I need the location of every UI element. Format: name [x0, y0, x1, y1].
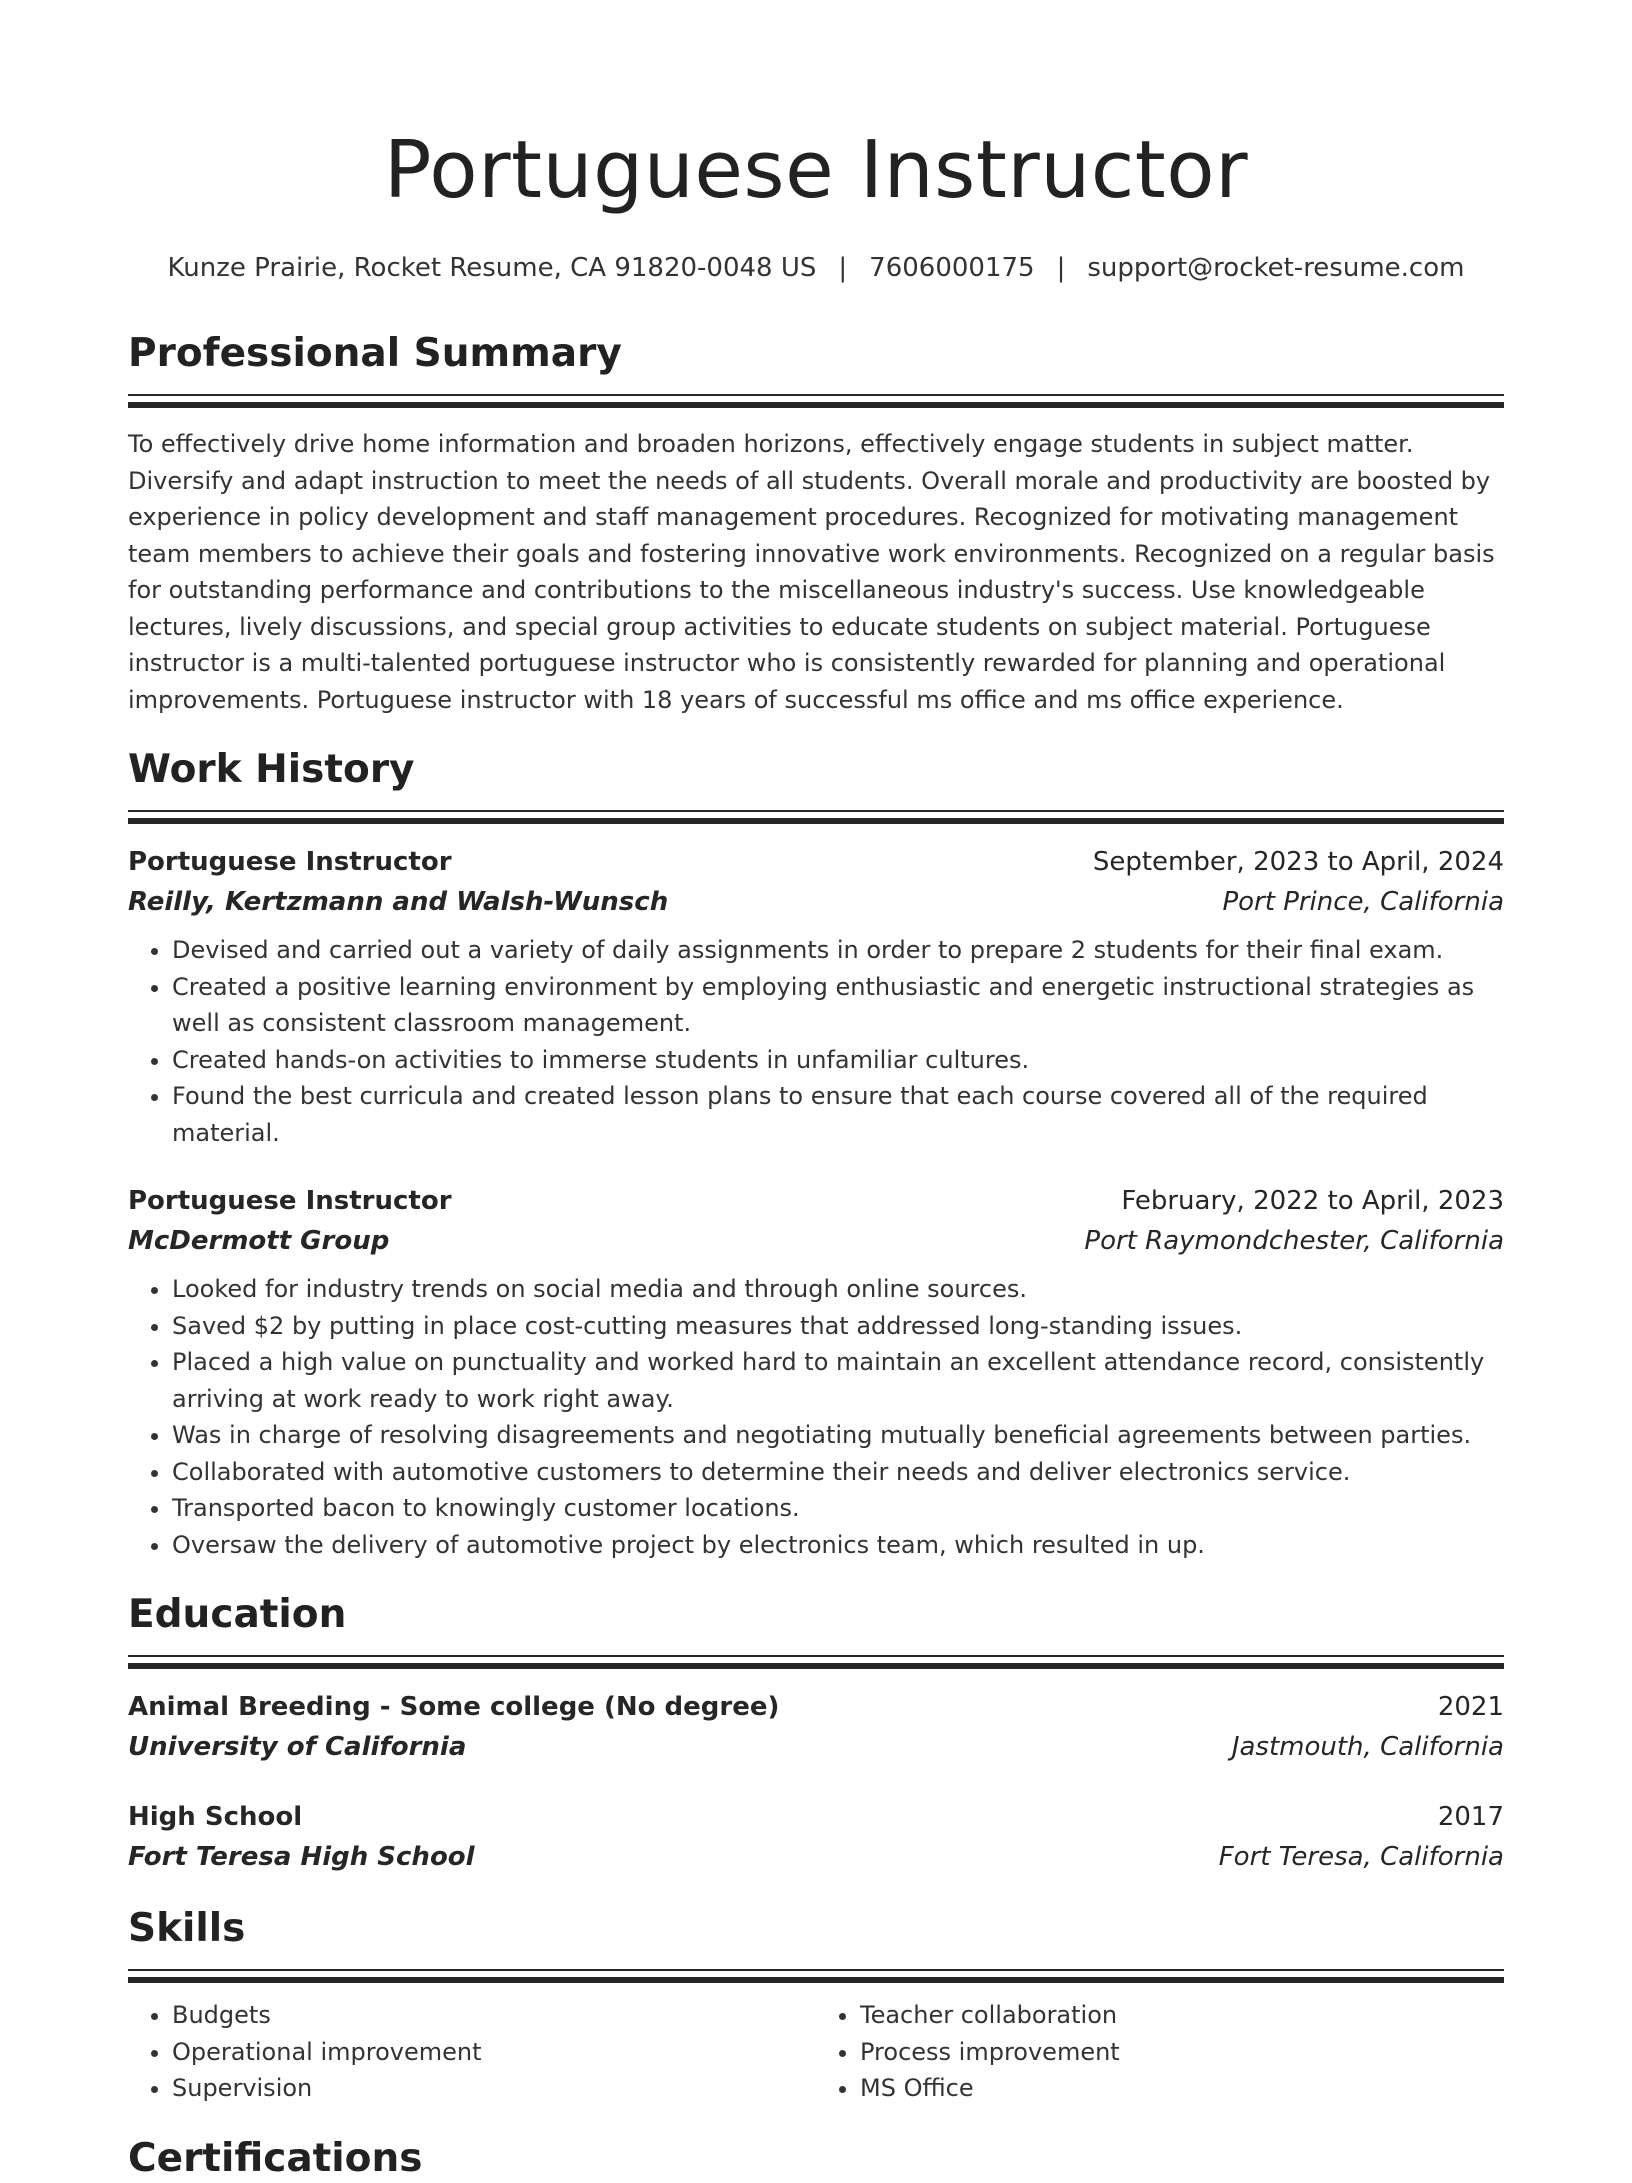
- contact-line: [128, 250, 1504, 286]
- skill-item: • MS Office: [860, 2070, 1504, 2107]
- contact-email: support@rocket-resume.com: [1087, 253, 1465, 283]
- job-location: Port Prince, California: [1222, 887, 1504, 917]
- job-bullet: • Found the best curricula and created lesson plans to ensure that each course covered all of the required material.: [172, 1078, 1504, 1151]
- job-bullet: • Devised and carried out a variety of daily assignments in order to prepare 2 students for their final exam.: [172, 932, 1504, 969]
- work-history-heading: Work History: [128, 747, 415, 792]
- job-company: McDermott Group: [128, 1226, 390, 1256]
- job-title: Portuguese Instructor: [128, 847, 452, 877]
- education-degree: High School: [128, 1802, 303, 1832]
- contact-separator: |: [838, 253, 848, 283]
- job-bullet: • Was in charge of resolving disagreements and negotiating mutually beneficial agreements between parties.: [172, 1417, 1504, 1454]
- job-bullets: [128, 932, 1504, 1151]
- summary-text: To effectively drive home information and broaden horizons, effectively engage students in subject matter. Diversify and adapt instruction to meet the needs of all students. Overall morale and productivity are boosted by experience in policy development and staff management procedures. Recognized for motivating management team members to achieve their goals and fostering innovative work environments. Recognized on a regular basis for outstanding performance and contributions to the miscellaneous industry's success. Use knowledgeable lectures, lively discussions, and special group activities to educate students on subject material. Portuguese instructor is a multi-talented portuguese instructor who is consistently rewarded for planning and operational improvements. Portuguese instructor with 18 years of successful ms office and ms office experience.: [128, 430, 1495, 714]
- education-section: [128, 1591, 1504, 1877]
- job-company: Reilly, Kertzmann and Walsh-Wunsch: [128, 887, 669, 917]
- skills-section: [128, 1905, 1504, 2107]
- job-bullet: • Created a positive learning environment by employing enthusiastic and energetic instructional strategies as well as consistent classroom management.: [172, 969, 1504, 1042]
- job-bullet: • Looked for industry trends on social media and through online sources.: [172, 1271, 1504, 1308]
- job-bullet: • Transported bacon to knowingly customer locations.: [172, 1490, 1504, 1527]
- job-bullet: • Saved $2 by putting in place cost-cutting measures that addressed long-standing issues.: [172, 1308, 1504, 1345]
- section-divider: [128, 394, 1504, 410]
- education-year: 2017: [1437, 1802, 1504, 1832]
- certifications-section: [128, 2135, 1504, 2183]
- section-divider: [128, 1655, 1504, 1671]
- education-year: 2021: [1437, 1692, 1504, 1722]
- education-location: Jastmouth, California: [1231, 1732, 1504, 1762]
- job-dates: September, 2023 to April, 2024: [1092, 847, 1504, 877]
- education-degree: Animal Breeding - Some college (No degree): [128, 1692, 780, 1722]
- contact-separator: |: [1056, 253, 1066, 283]
- summary-heading: Professional Summary: [128, 331, 622, 376]
- skill-item: • Teacher collaboration: [860, 1997, 1504, 2034]
- contact-phone: 7606000175: [869, 253, 1035, 283]
- skills-list-left: [128, 1997, 816, 2107]
- skills-columns: [128, 1997, 1504, 2107]
- job-bullet: • Created hands-on activities to immerse students in unfamiliar cultures.: [172, 1042, 1504, 1079]
- certifications-heading: Certifications: [128, 2135, 423, 2181]
- education-location: Fort Teresa, California: [1218, 1842, 1504, 1872]
- contact-address: Kunze Prairie, Rocket Resume, CA 91820-0048 US: [167, 253, 817, 283]
- job-entry: [128, 842, 1504, 1151]
- section-divider: [128, 810, 1504, 826]
- skill-item: • Supervision: [172, 2070, 816, 2107]
- job-bullet: • Placed a high value on punctuality and worked hard to maintain an excellent attendance record, consistently arriving at work ready to work right away.: [172, 1344, 1504, 1417]
- job-location: Port Raymondchester, California: [1084, 1226, 1504, 1256]
- skills-heading: Skills: [128, 1906, 246, 1951]
- skill-item: • Budgets: [172, 1997, 816, 2034]
- skill-item: • Process improvement: [860, 2034, 1504, 2071]
- resume-name: Portuguese Instructor: [383, 124, 1249, 216]
- education-school: Fort Teresa High School: [128, 1842, 475, 1872]
- skills-list-right: [816, 1997, 1504, 2107]
- job-bullet: • Oversaw the delivery of automotive project by electronics team, which resulted in up.: [172, 1527, 1504, 1564]
- education-school: University of California: [128, 1732, 467, 1762]
- work-history-section: [128, 746, 1504, 1563]
- job-dates: February, 2022 to April, 2023: [1121, 1186, 1504, 1216]
- job-bullets: [128, 1271, 1504, 1563]
- section-divider: [128, 1969, 1504, 1985]
- skill-item: • Operational improvement: [172, 2034, 816, 2071]
- education-entry: [128, 1687, 1504, 1767]
- education-entry: [128, 1797, 1504, 1877]
- job-title: Portuguese Instructor: [128, 1186, 452, 1216]
- job-entry: [128, 1181, 1504, 1563]
- education-heading: Education: [128, 1592, 347, 1637]
- summary-section: [128, 330, 1504, 718]
- job-bullet: • Collaborated with automotive customers to determine their needs and deliver electronics service.: [172, 1454, 1504, 1491]
